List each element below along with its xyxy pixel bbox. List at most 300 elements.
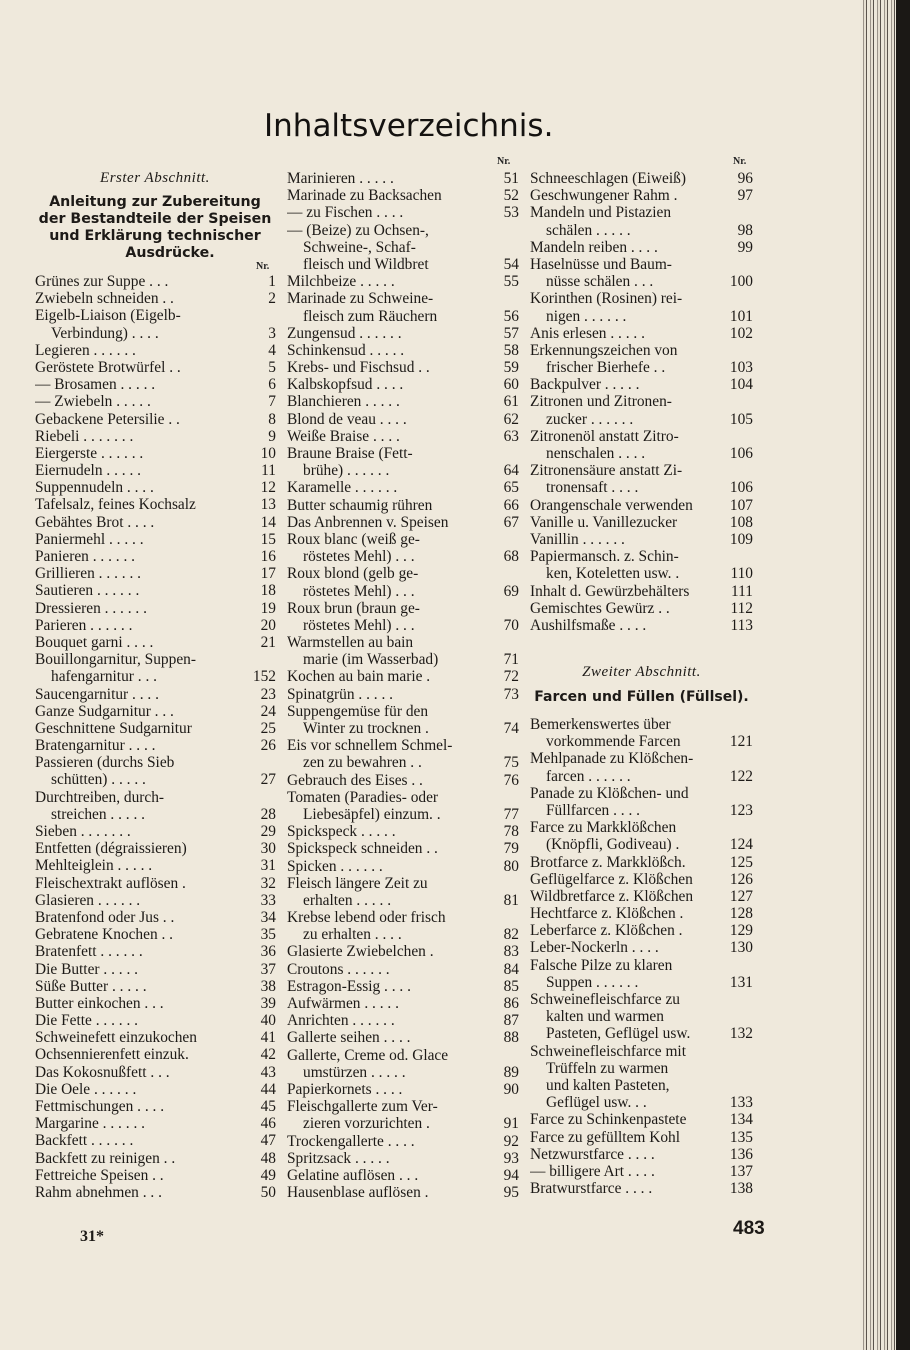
toc-entry-number: 4	[268, 341, 276, 359]
toc-entry-title: Blanchieren . . . . .	[287, 393, 400, 411]
toc-entry	[287, 668, 519, 685]
toc-entry	[287, 806, 519, 823]
toc-entry-number: 99	[737, 238, 753, 256]
toc-column-1	[35, 273, 276, 1201]
toc-entry-number: 130	[729, 939, 753, 957]
toc-entry-title: Suppengemüse für den	[287, 702, 429, 720]
toc-entry	[530, 187, 753, 204]
toc-entry-number: 56	[503, 307, 519, 325]
toc-entry	[35, 668, 276, 685]
toc-entry-title: Winter zu trocknen .	[303, 720, 429, 737]
toc-entry-number: 48	[260, 1149, 276, 1167]
toc-entry-title: Verbindung) . . . .	[51, 324, 159, 342]
toc-entry-number: 31	[260, 857, 276, 875]
toc-entry-title: Spritzsack . . . . .	[287, 1149, 390, 1167]
toc-entry	[35, 892, 276, 909]
toc-entry-title: Zungensud . . . . . .	[287, 324, 402, 342]
toc-entry-number: 91	[503, 1115, 519, 1133]
toc-entry	[287, 1012, 519, 1029]
toc-entry	[287, 325, 519, 342]
toc-entry-title: Die Butter . . . . .	[35, 960, 139, 978]
toc-entry-number: 16	[260, 548, 276, 565]
toc-entry-title: Riebeli . . . . . . .	[35, 427, 134, 445]
toc-entry-title: — Zwiebeln . . . . .	[35, 393, 151, 411]
toc-entry	[530, 819, 753, 836]
section1-heading	[35, 194, 275, 262]
toc-entry-title: Fettmischungen . . . .	[35, 1098, 165, 1115]
toc-entry-title: streichen . . . . .	[51, 805, 146, 823]
toc-entry	[35, 307, 276, 324]
toc-entry-title: (Knöpfli, Godiveau) .	[546, 836, 680, 854]
toc-entry	[35, 600, 276, 617]
book-edge-shadow	[896, 0, 910, 1350]
toc-entry	[35, 978, 276, 995]
toc-entry-title: Blond de veau . . . .	[287, 410, 407, 428]
toc-entry	[35, 806, 276, 823]
toc-entry-title: Eis vor schnellem Schmel-	[287, 737, 453, 755]
toc-entry-title: zen zu bewahren . .	[303, 754, 422, 772]
toc-entry-title: — (Beize) zu Ochsen-,	[287, 221, 429, 239]
toc-entry-title: Dressieren . . . . . .	[35, 599, 147, 617]
toc-entry-title: — Brosamen . . . . .	[35, 376, 156, 394]
toc-entry-title: — zu Fischen . . . .	[287, 204, 404, 222]
toc-entry	[287, 428, 519, 445]
toc-entry	[530, 376, 753, 393]
toc-entry	[287, 772, 519, 789]
toc-entry-number: 14	[260, 513, 276, 531]
toc-entry-number: 52	[503, 187, 519, 205]
toc-entry-title: Butter einkochen . . .	[35, 994, 164, 1012]
toc-entry-title: Erkennungszeichen von	[530, 341, 678, 359]
toc-entry	[530, 308, 753, 325]
toc-entry-title: Füllfarcen . . . .	[546, 801, 641, 819]
toc-entry	[35, 1115, 276, 1132]
toc-entry-number: 33	[260, 891, 276, 909]
toc-entry-number: 70	[503, 616, 519, 634]
toc-entry	[530, 445, 753, 462]
toc-entry	[35, 1098, 276, 1115]
toc-entry	[530, 1008, 753, 1025]
toc-entry	[530, 802, 753, 819]
toc-entry	[287, 462, 519, 479]
toc-entry-title: Panieren . . . . . .	[35, 548, 136, 565]
toc-entry-title: Kalbskopfsud . . . .	[287, 376, 404, 394]
toc-entry	[287, 686, 519, 703]
toc-entry-number: 6	[268, 376, 276, 394]
toc-entry-number: 108	[729, 513, 753, 531]
toc-entry-number: 110	[730, 565, 753, 583]
toc-entry	[530, 1077, 753, 1094]
toc-entry-title: Brotfarce z. Markklößch.	[530, 853, 686, 871]
toc-entry-number: 74	[503, 720, 519, 737]
toc-entry	[35, 1012, 276, 1029]
toc-entry	[35, 1064, 276, 1081]
toc-entry-title: Roux brun (braun ge-	[287, 599, 420, 617]
toc-entry	[530, 1129, 753, 1146]
toc-entry-title: röstetes Mehl) . . .	[303, 582, 415, 600]
toc-entry	[35, 1150, 276, 1167]
toc-entry-title: Milchbeize . . . . .	[287, 273, 395, 291]
toc-entry	[530, 479, 753, 496]
toc-entry-title: Hechtfarce z. Klößchen .	[530, 905, 684, 923]
toc-entry-title: Gemischtes Gewürz . .	[530, 599, 670, 617]
toc-entry-number: 100	[729, 273, 753, 291]
toc-entry	[35, 462, 276, 479]
toc-entry-title: Inhalt d. Gewürzbehälters	[530, 582, 690, 600]
toc-entry	[530, 836, 753, 853]
toc-entry-title: Suppennudeln . . . .	[35, 479, 154, 497]
toc-entry-number: 9	[268, 427, 276, 445]
toc-entry-number: 90	[503, 1080, 519, 1098]
toc-entry-title: Zwiebeln schneiden . .	[35, 290, 174, 308]
toc-entry	[35, 1184, 276, 1201]
toc-entry	[287, 583, 519, 600]
toc-entry-title: farcen . . . . . .	[546, 767, 631, 785]
toc-entry-number: 135	[729, 1128, 753, 1146]
toc-entry-number: 72	[503, 668, 519, 686]
toc-entry-number: 79	[503, 840, 519, 858]
toc-entry-title: Weiße Braise . . . .	[287, 427, 400, 445]
toc-entry	[287, 1184, 519, 1201]
toc-entry-title: Fettreiche Speisen . .	[35, 1166, 164, 1184]
toc-entry-number: 71	[503, 651, 519, 669]
toc-entry	[35, 961, 276, 978]
toc-entry-title: tronensaft . . . .	[546, 479, 639, 497]
toc-entry	[35, 1081, 276, 1098]
toc-entry-number: 138	[729, 1180, 753, 1198]
section1-heading-line: Ausdrücke.	[125, 245, 215, 261]
toc-entry-number: 13	[260, 496, 276, 514]
toc-entry-number: 11	[261, 462, 276, 480]
toc-entry	[530, 871, 753, 888]
toc-entry-number: 25	[260, 719, 276, 737]
toc-entry-title: Farce zu Markklößchen	[530, 819, 677, 837]
toc-entry	[287, 875, 519, 892]
toc-entry-number: 28	[260, 805, 276, 823]
toc-entry-title: marie (im Wasserbad)	[303, 651, 439, 669]
nr-header-col1: Nr.	[256, 261, 270, 272]
toc-entry-number: 102	[729, 324, 753, 342]
toc-entry	[287, 1047, 519, 1064]
toc-entry-number: 42	[260, 1046, 276, 1064]
section1-heading-line: Anleitung zur Zubereitung	[49, 194, 261, 210]
toc-entry	[287, 411, 519, 428]
toc-entry-title: Paniermehl . . . . .	[35, 530, 144, 548]
toc-entry-title: und kalten Pasteten,	[546, 1076, 670, 1094]
toc-entry-number: 73	[503, 685, 519, 703]
toc-entry-number: 67	[503, 513, 519, 531]
toc-entry-number: 15	[260, 530, 276, 548]
toc-entry	[530, 531, 753, 548]
toc-entry-title: Eiergerste . . . . . .	[35, 444, 144, 462]
toc-entry-number: 131	[729, 973, 753, 991]
toc-entry-number: 5	[268, 358, 276, 376]
toc-entry-number: 101	[729, 307, 753, 325]
toc-entry-number: 128	[729, 905, 753, 923]
toc-entry	[35, 703, 276, 720]
toc-entry	[530, 497, 753, 514]
toc-entry	[530, 359, 753, 376]
toc-entry-title: Zitronensäure anstatt Zi-	[530, 462, 683, 480]
toc-entry	[287, 1115, 519, 1132]
toc-entry-title: Tafelsalz, feines Kochsalz	[35, 496, 196, 514]
toc-entry	[530, 222, 753, 239]
toc-entry	[530, 583, 753, 600]
toc-entry-title: ken, Koteletten usw. .	[546, 565, 680, 583]
toc-entry	[530, 974, 753, 991]
toc-entry-title: Liebesäpfel) einzum. .	[303, 805, 441, 823]
toc-entry	[530, 290, 753, 307]
toc-entry	[287, 858, 519, 875]
toc-entry-title: Das Kokosnußfett . . .	[35, 1063, 170, 1081]
toc-entry-number: 44	[260, 1080, 276, 1098]
toc-entry-number: 103	[729, 359, 753, 377]
toc-entry-title: Mandeln reiben . . . .	[530, 238, 658, 256]
toc-entry	[530, 617, 753, 634]
toc-entry-title: Grünes zur Suppe . . .	[35, 273, 169, 290]
toc-entry-number: 27	[260, 771, 276, 789]
toc-entry-title: Butter schaumig rühren	[287, 496, 433, 514]
toc-entry-title: Geröstete Brotwürfel . .	[35, 358, 181, 376]
toc-entry-title: Grillieren . . . . . .	[35, 565, 141, 583]
toc-entry-title: Estragon-Essig . . . .	[287, 977, 411, 995]
toc-entry-title: kalten und warmen	[546, 1008, 664, 1026]
toc-entry-number: 78	[503, 823, 519, 841]
toc-entry	[287, 393, 519, 410]
toc-entry	[530, 957, 753, 974]
toc-entry	[287, 754, 519, 771]
toc-entry	[35, 428, 276, 445]
toc-entry	[35, 1046, 276, 1063]
toc-entry-title: erhalten . . . . .	[303, 891, 392, 909]
toc-entry-title: Karamelle . . . . . .	[287, 479, 398, 497]
toc-entry-title: Haselnüsse und Baum-	[530, 255, 672, 273]
toc-entry-title: brühe) . . . . . .	[303, 462, 390, 480]
toc-entry	[35, 1132, 276, 1149]
toc-entry-title: Roux blond (gelb ge-	[287, 565, 419, 583]
section1-heading-line: und Erklärung technischer	[49, 228, 261, 244]
toc-entry	[530, 1111, 753, 1128]
toc-entry-number: 30	[260, 840, 276, 858]
toc-entry	[530, 256, 753, 273]
toc-entry-number: 107	[729, 496, 753, 514]
toc-entry-title: Netzwurstfarce . . . .	[530, 1145, 655, 1163]
toc-entry-number: 126	[729, 870, 753, 888]
toc-entry-title: Bratenfett . . . . . .	[35, 943, 143, 961]
toc-entry-number: 63	[503, 427, 519, 445]
toc-entry	[35, 909, 276, 926]
toc-entry-number: 59	[503, 359, 519, 377]
toc-entry	[287, 290, 519, 307]
toc-entry-number: 111	[731, 582, 753, 600]
toc-entry	[530, 1025, 753, 1042]
toc-entry-number: 53	[503, 204, 519, 222]
toc-entry-title: Trüffeln zu warmen	[546, 1059, 669, 1077]
toc-entry-title: Orangenschale verwenden	[530, 496, 693, 514]
toc-entry-title: Geflügelfarce z. Klößchen	[530, 870, 693, 888]
toc-entry-number: 104	[729, 376, 753, 394]
toc-entry-title: Glasierte Zwiebelchen .	[287, 943, 434, 961]
toc-entry-title: Geflügel usw. . .	[546, 1094, 647, 1112]
toc-entry-title: hafengarnitur . . .	[51, 668, 157, 686]
toc-entry-number: 152	[252, 668, 276, 686]
toc-entry-number: 46	[260, 1115, 276, 1133]
toc-entry-title: Passieren (durchs Sieb	[35, 754, 175, 772]
toc-entry-title: umstürzen . . . . .	[303, 1063, 406, 1081]
toc-entry-title: Fleischgallerte zum Ver-	[287, 1098, 438, 1116]
toc-entry-title: Zitronen und Zitronen-	[530, 393, 672, 411]
toc-entry	[530, 239, 753, 256]
toc-entry-title: Die Fette . . . . . .	[35, 1012, 139, 1030]
toc-entry-number: 137	[729, 1162, 753, 1180]
toc-entry	[35, 857, 276, 874]
toc-entry	[35, 393, 276, 410]
toc-entry	[287, 1064, 519, 1081]
nr-header-col2: Nr.	[497, 156, 511, 167]
toc-entry-title: Backfett . . . . . .	[35, 1132, 134, 1150]
toc-entry-title: Mehlteiglein . . . . .	[35, 857, 153, 875]
toc-entry-number: 77	[503, 805, 519, 823]
toc-entry-title: Gallerte, Creme od. Glace	[287, 1046, 449, 1064]
toc-entry	[287, 359, 519, 376]
toc-entry-number: 45	[260, 1098, 276, 1115]
toc-entry-title: Bemerkenswertes über	[530, 716, 671, 733]
toc-entry-title: Anrichten . . . . . .	[287, 1012, 395, 1030]
toc-entry-title: Margarine . . . . . .	[35, 1115, 145, 1133]
toc-entry-number: 3	[268, 324, 276, 342]
toc-entry-title: Bratenfond oder Jus . .	[35, 908, 175, 926]
toc-entry-number: 85	[503, 977, 519, 995]
toc-entry-title: schütten) . . . . .	[51, 771, 146, 789]
toc-entry-title: Braune Braise (Fett-	[287, 445, 413, 462]
toc-entry-title: Vanille u. Vanillezucker	[530, 513, 678, 531]
toc-entry	[287, 823, 519, 840]
toc-entry	[530, 411, 753, 428]
toc-entry-number: 34	[260, 908, 276, 926]
toc-entry-title: Tomaten (Paradies- oder	[287, 788, 439, 806]
toc-entry-number: 37	[260, 960, 276, 978]
toc-entry-title: Bouillongarnitur, Suppen-	[35, 651, 196, 669]
toc-entry	[287, 892, 519, 909]
toc-entry-title: Entfetten (dégraissieren)	[35, 840, 187, 858]
toc-entry-title: Falsche Pilze zu klaren	[530, 956, 673, 974]
toc-entry-number: 1	[268, 273, 276, 290]
toc-entry-title: Gebratene Knochen . .	[35, 926, 174, 944]
toc-entry-title: Gebackene Petersilie . .	[35, 410, 180, 428]
toc-entry-title: Korinthen (Rosinen) rei-	[530, 290, 683, 308]
toc-entry	[287, 376, 519, 393]
toc-entry	[287, 840, 519, 857]
toc-entry-number: 57	[503, 324, 519, 342]
toc-entry-number: 17	[260, 565, 276, 583]
toc-entry-number: 65	[503, 479, 519, 497]
toc-entry	[287, 1029, 519, 1046]
toc-entry-title: Suppen . . . . . .	[546, 973, 639, 991]
section1-header	[35, 170, 275, 262]
toc-entry-title: Ochsennierenfett einzuk.	[35, 1046, 189, 1064]
toc-entry-number: 136	[729, 1145, 753, 1163]
toc-entry-title: Mandeln und Pistazien	[530, 204, 672, 222]
toc-entry-number: 23	[260, 685, 276, 703]
toc-entry-title: Marinade zu Backsachen	[287, 187, 442, 205]
toc-entry	[287, 703, 519, 720]
toc-entry-title: fleisch zum Räuchern	[303, 307, 438, 325]
toc-entry-title: Sautieren . . . . . .	[35, 582, 140, 600]
toc-entry-title: Fleisch längere Zeit zu	[287, 874, 428, 892]
toc-entry-title: Schweinefett einzukochen	[35, 1029, 197, 1047]
nr-header-col3: Nr.	[733, 156, 747, 167]
toc-entry-title: Warmstellen au bain	[287, 634, 414, 652]
toc-entry	[35, 514, 276, 531]
toc-entry	[35, 754, 276, 771]
toc-entry-title: Farce zu gefülltem Kohl	[530, 1128, 681, 1146]
toc-entry-number: 89	[503, 1063, 519, 1081]
toc-entry-number: 127	[729, 887, 753, 905]
toc-entry	[530, 1094, 753, 1111]
toc-entry	[287, 342, 519, 359]
toc-entry	[287, 720, 519, 737]
toc-entry-number: 93	[503, 1149, 519, 1167]
toc-entry-title: Mehlpanade zu Klößchen-	[530, 750, 694, 768]
toc-entry	[35, 995, 276, 1012]
toc-column-3-upper	[530, 170, 753, 634]
toc-entry	[287, 170, 519, 187]
toc-entry	[530, 170, 753, 187]
toc-entry-title: Schweinefleischfarce mit	[530, 1042, 686, 1060]
toc-entry-title: schälen . . . . .	[546, 221, 631, 239]
toc-entry-title: Glasieren . . . . . .	[35, 891, 141, 909]
toc-entry	[35, 840, 276, 857]
toc-entry-title: nüsse schälen . . .	[546, 273, 654, 291]
toc-entry	[35, 771, 276, 788]
toc-column-2	[287, 170, 519, 1201]
toc-entry-title: Gelatine auflösen . . .	[287, 1166, 419, 1184]
section2-label: Zweiter Abschnitt.	[582, 664, 701, 680]
toc-entry-number: 98	[737, 221, 753, 239]
toc-entry-title: Aufwärmen . . . . .	[287, 995, 399, 1012]
toc-entry-title: — billigere Art . . . .	[530, 1162, 655, 1180]
toc-entry	[287, 617, 519, 634]
toc-entry	[287, 737, 519, 754]
toc-entry	[530, 600, 753, 617]
section1-label: Erster Abschnitt.	[100, 170, 210, 186]
page-title: Inhaltsverzeichnis.	[264, 108, 554, 144]
toc-entry-number: 112	[730, 599, 753, 617]
toc-entry-number: 26	[260, 737, 276, 755]
toc-entry-title: Krebs- und Fischsud . .	[287, 359, 430, 377]
toc-entry	[35, 1167, 276, 1184]
toc-entry-number: 62	[503, 410, 519, 428]
toc-entry	[530, 905, 753, 922]
section2-header	[530, 664, 753, 706]
toc-entry	[287, 187, 519, 204]
toc-entry	[530, 325, 753, 342]
toc-entry-number: 8	[268, 410, 276, 428]
toc-entry-number: 124	[729, 836, 753, 854]
toc-entry-title: Ganze Sudgarnitur . . .	[35, 702, 174, 720]
toc-entry-title: Leberfarce z. Klößchen .	[530, 922, 683, 940]
toc-entry-number: 80	[503, 857, 519, 875]
toc-entry	[530, 991, 753, 1008]
toc-entry	[35, 479, 276, 496]
toc-entry	[287, 926, 519, 943]
toc-entry-title: Saucengarnitur . . . .	[35, 685, 159, 703]
toc-entry	[35, 789, 276, 806]
toc-entry-number: 39	[260, 994, 276, 1012]
toc-entry-number: 66	[503, 496, 519, 514]
toc-entry-number: 55	[503, 273, 519, 291]
toc-entry-number: 121	[729, 733, 753, 751]
